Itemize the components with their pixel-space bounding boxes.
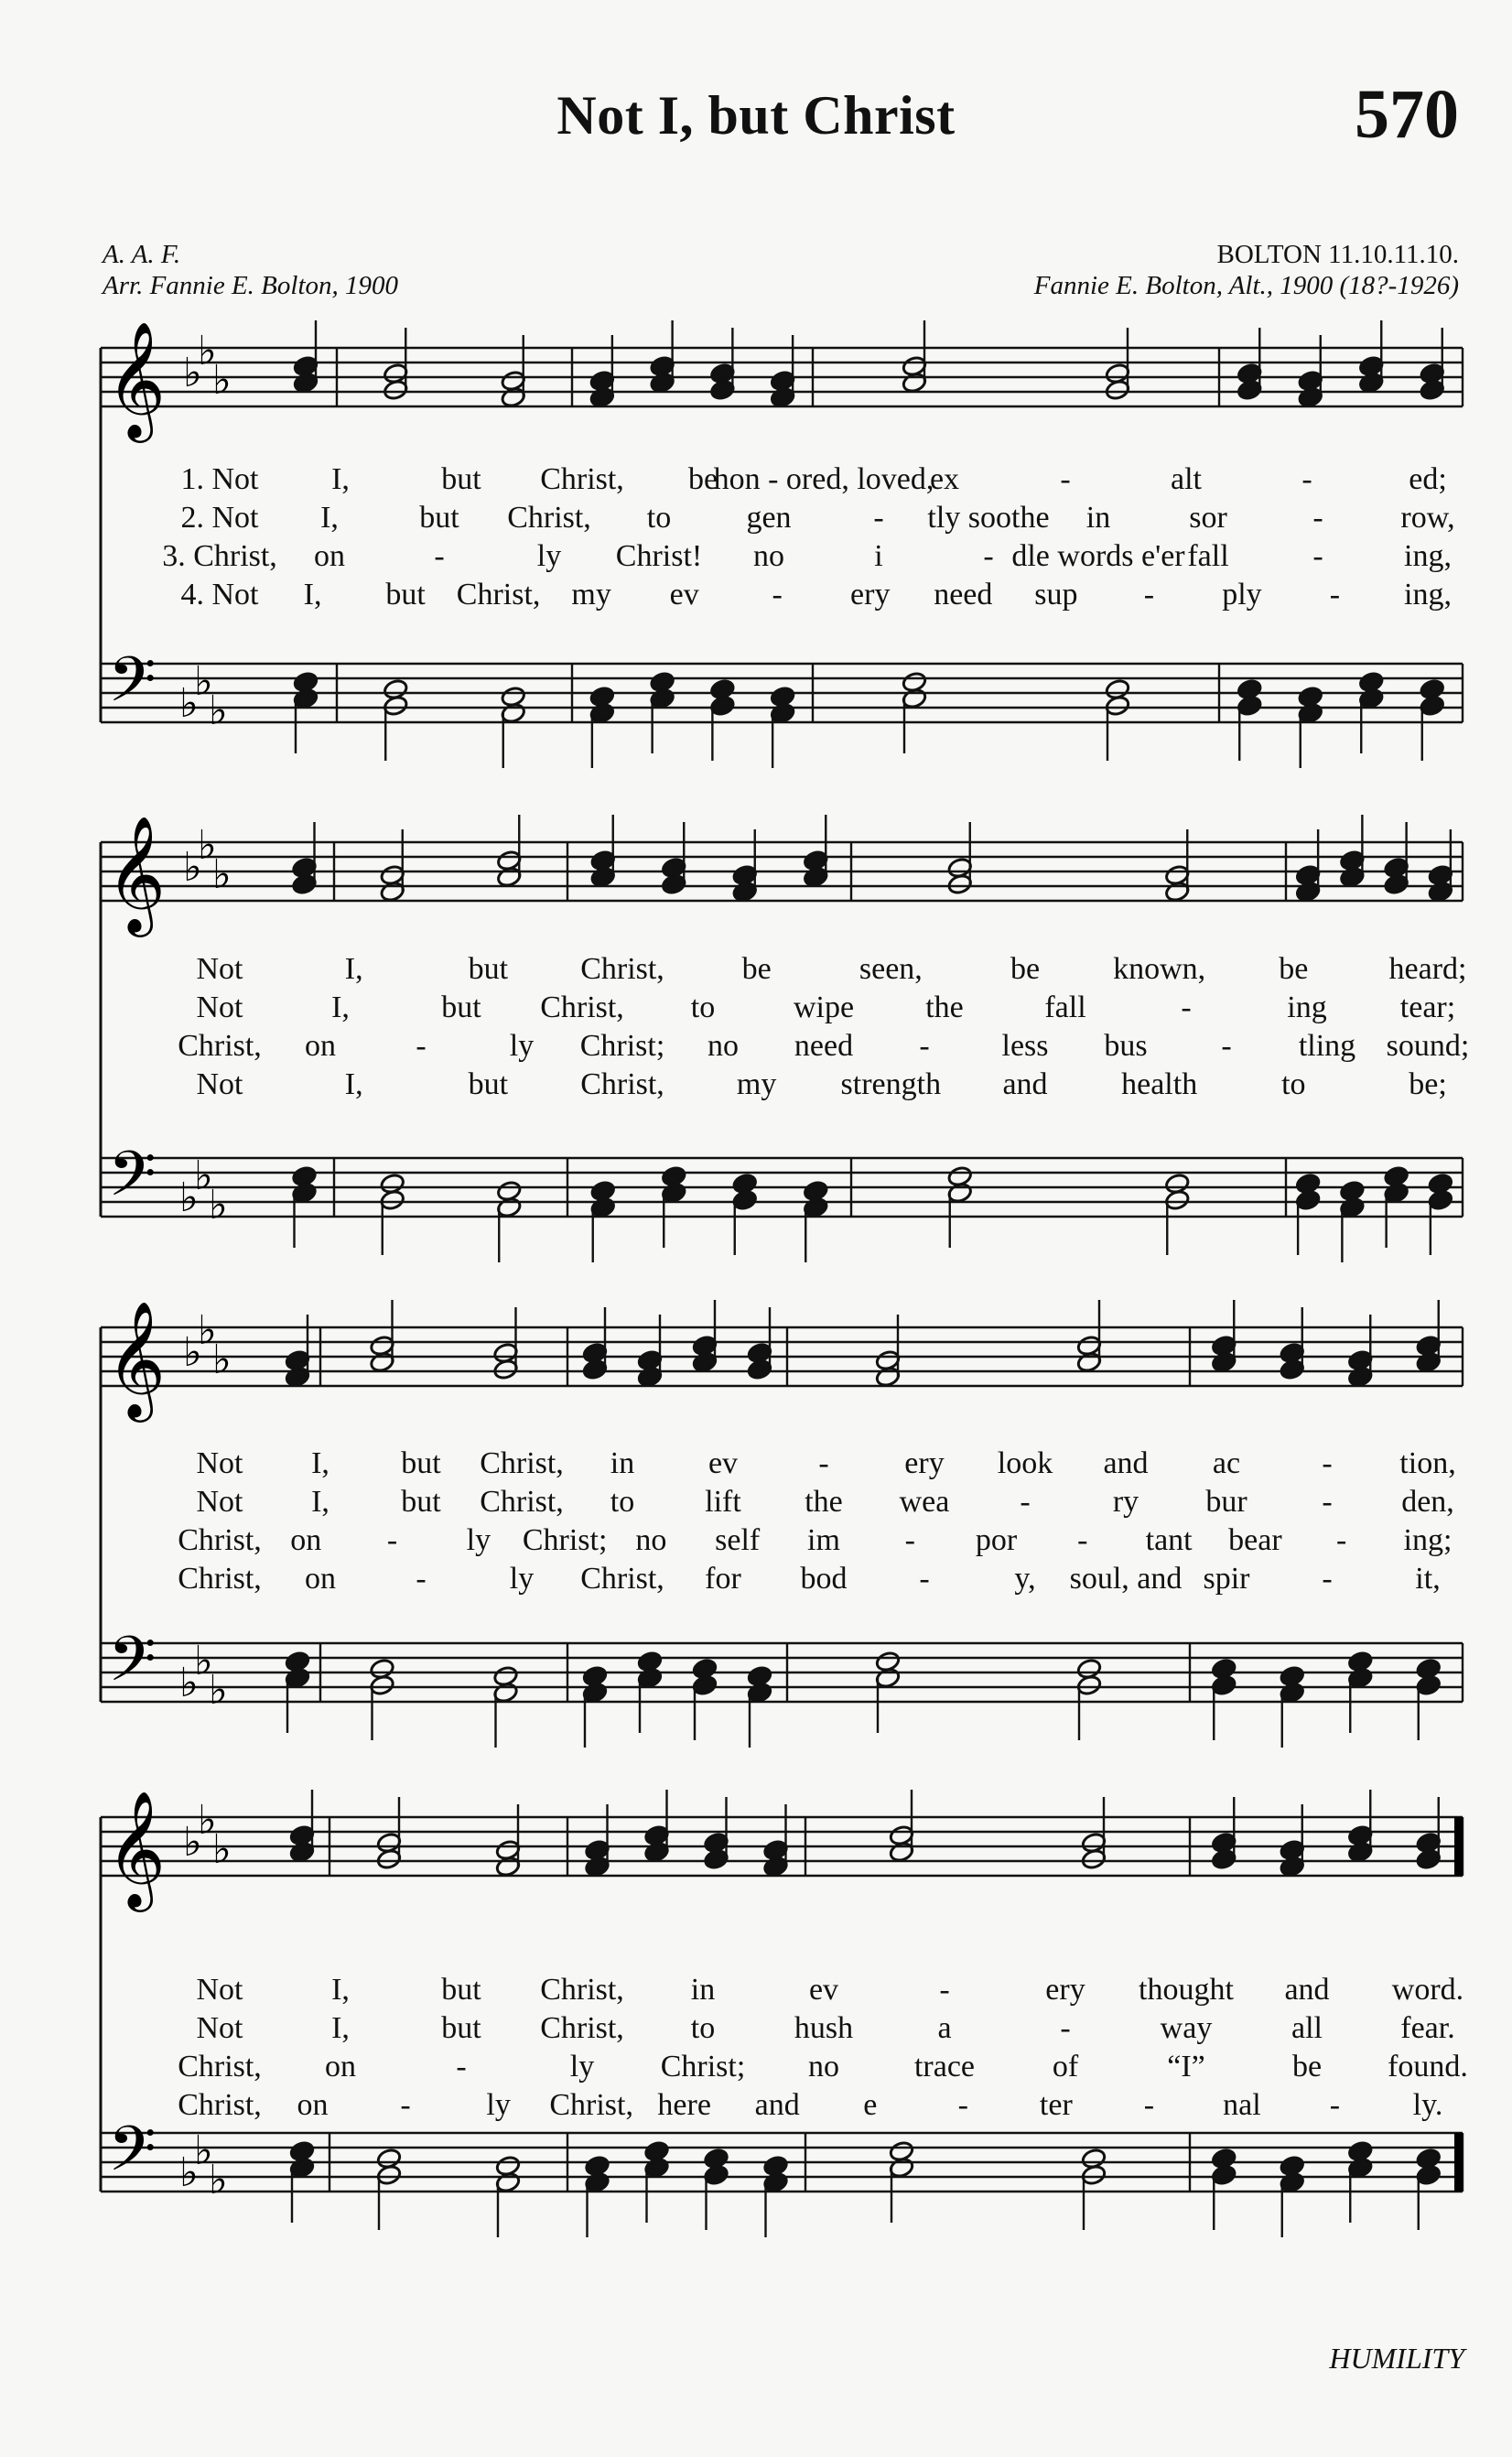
flat-icon: ♭ bbox=[198, 822, 217, 869]
lyric-syllable: - bbox=[1077, 1523, 1088, 1557]
lyric-syllable: in bbox=[610, 1446, 635, 1480]
lyric-syllable: to bbox=[610, 1485, 635, 1519]
lyric-syllable: Christ, bbox=[580, 1562, 664, 1596]
lyric-syllable: Not bbox=[196, 952, 243, 986]
lyric-syllable: on bbox=[314, 539, 345, 573]
lyric-syllable: bus bbox=[1104, 1029, 1148, 1063]
lyric-syllable: Not bbox=[196, 1446, 243, 1480]
author-credit: Fannie E. Bolton, Alt., 1900 (18?-1926) bbox=[1033, 271, 1459, 300]
lyric-syllable: dle words e'er bbox=[1011, 539, 1185, 573]
lyric-syllable: ly bbox=[536, 539, 562, 573]
lyric-syllable: ev bbox=[808, 1973, 839, 2007]
flat-icon: ♭ bbox=[209, 687, 228, 734]
flat-icon: ♭ bbox=[209, 1182, 228, 1228]
lyric-syllable: Not bbox=[196, 1067, 243, 1101]
lyric-syllable: ex bbox=[929, 462, 960, 496]
lyric-syllable: “I” bbox=[1167, 2050, 1205, 2084]
lyric-syllable: ery bbox=[1045, 1973, 1085, 2007]
final-barline bbox=[1454, 1817, 1463, 1876]
lyric-syllable: of bbox=[1052, 2050, 1079, 2084]
lyric-syllable: less bbox=[1001, 1029, 1049, 1063]
hymn-category: HUMILITY bbox=[1329, 2342, 1464, 2375]
lyric-syllable: Not bbox=[196, 990, 243, 1024]
lyric-syllable: ly bbox=[509, 1562, 535, 1596]
lyric-syllable: ac bbox=[1212, 1446, 1241, 1480]
lyric-syllable: be bbox=[687, 462, 718, 496]
lyric-syllable: Christ, bbox=[540, 1973, 624, 2007]
flat-icon: ♭ bbox=[212, 1826, 232, 1873]
lyric-syllable: on bbox=[325, 2050, 356, 2084]
flat-icon: ♭ bbox=[179, 2149, 199, 2196]
words-credit: A. A. F. bbox=[103, 240, 181, 269]
lyric-syllable: ing, bbox=[1404, 539, 1452, 573]
lyric-syllable: I, bbox=[331, 2011, 350, 2045]
lyric-syllable: but bbox=[441, 2011, 481, 2045]
lyric-syllable: be bbox=[1010, 952, 1041, 986]
lyric-syllable: need bbox=[934, 578, 993, 612]
lyric-syllable: - bbox=[434, 539, 445, 573]
lyric-syllable: ing; bbox=[1403, 1523, 1453, 1557]
lyric-syllable: Christ! bbox=[615, 539, 703, 573]
lyric-syllable: Christ; bbox=[660, 2050, 746, 2084]
lyric-syllable: but bbox=[385, 578, 426, 612]
lyric-syllable: - bbox=[1312, 501, 1323, 535]
lyric-syllable: - bbox=[873, 501, 884, 535]
lyric-syllable: here bbox=[657, 2088, 711, 2122]
lyric-syllable: health bbox=[1121, 1067, 1198, 1101]
lyric-syllable: ev bbox=[707, 1446, 739, 1480]
lyric-syllable: in bbox=[690, 1973, 716, 2007]
flat-icon: ♭ bbox=[198, 1797, 217, 1844]
lyric-syllable: gen bbox=[746, 501, 792, 535]
lyric-syllable: ly bbox=[466, 1523, 491, 1557]
lyric-syllable: - bbox=[919, 1029, 930, 1063]
lyric-syllable: Christ, bbox=[178, 2050, 262, 2084]
lyric-syllable: heard; bbox=[1388, 952, 1467, 986]
lyric-syllable: the bbox=[805, 1485, 843, 1519]
lyric-syllable: I, bbox=[303, 578, 322, 612]
lyric-syllable: look bbox=[997, 1446, 1053, 1480]
lyric-syllable: ply bbox=[1222, 578, 1262, 612]
lyric-syllable: my bbox=[736, 1067, 777, 1101]
lyric-syllable: all bbox=[1291, 2011, 1323, 2045]
lyric-syllable: bur bbox=[1205, 1485, 1247, 1519]
lyric-syllable: ed; bbox=[1409, 462, 1447, 496]
lyric-syllable: the bbox=[925, 990, 964, 1024]
lyric-syllable: fall bbox=[1044, 990, 1086, 1024]
lyric-syllable: it, bbox=[1415, 1562, 1441, 1596]
lyric-syllable: Not bbox=[196, 1973, 243, 2007]
lyric-syllable: Christ, bbox=[580, 1067, 664, 1101]
flat-icon: ♭ bbox=[183, 1329, 202, 1376]
lyric-syllable: tear; bbox=[1399, 990, 1456, 1024]
lyric-syllable: lift bbox=[705, 1485, 741, 1519]
lyric-syllable: I, bbox=[331, 462, 350, 496]
lyric-syllable: I, bbox=[320, 501, 339, 535]
lyric-syllable: ly bbox=[509, 1029, 535, 1063]
lyric-syllable: and bbox=[1284, 1973, 1330, 2007]
flat-icon: ♭ bbox=[194, 1638, 213, 1684]
final-barline bbox=[1454, 2133, 1463, 2192]
lyric-syllable: hush bbox=[794, 2011, 854, 2045]
lyric-syllable: be bbox=[1279, 952, 1309, 986]
lyric-syllable: ing, bbox=[1404, 578, 1452, 612]
treble-clef-icon: 𝄞 bbox=[106, 1790, 167, 1907]
lyric-syllable: alt bbox=[1171, 462, 1202, 496]
lyric-syllable: tling bbox=[1298, 1029, 1356, 1063]
lyric-syllable: im bbox=[807, 1523, 840, 1557]
lyric-syllable: bod bbox=[800, 1562, 848, 1596]
lyric-syllable: I, bbox=[311, 1485, 329, 1519]
lyric-syllable: Christ, bbox=[178, 1523, 262, 1557]
lyric-syllable: - bbox=[919, 1562, 930, 1596]
flat-icon: ♭ bbox=[183, 350, 202, 396]
lyric-syllable: - bbox=[1329, 2088, 1341, 2122]
lyric-syllable: Christ, bbox=[549, 2088, 633, 2122]
lyric-syllable: I, bbox=[311, 1446, 329, 1480]
arranger-credit: Arr. Fannie E. Bolton, 1900 bbox=[103, 271, 399, 300]
lyric-syllable: be bbox=[741, 952, 772, 986]
lyric-syllable: Christ, bbox=[480, 1446, 564, 1480]
bass-clef-icon: 𝄢 bbox=[108, 2114, 157, 2201]
lyric-syllable: on bbox=[305, 1029, 336, 1063]
lyric-syllable: fall bbox=[1187, 539, 1229, 573]
lyric-syllable: but bbox=[468, 1067, 509, 1101]
treble-clef-icon: 𝄞 bbox=[106, 1300, 167, 1417]
lyric-syllable: no bbox=[707, 1029, 739, 1063]
flat-icon: ♭ bbox=[198, 328, 217, 374]
music-system bbox=[0, 1790, 1512, 2302]
flat-icon: ♭ bbox=[179, 1660, 199, 1706]
lyric-syllable: Christ; bbox=[522, 1523, 608, 1557]
hymn-title: Not I, but Christ bbox=[556, 85, 956, 146]
lyric-syllable: 1. Not bbox=[180, 462, 259, 496]
lyric-syllable: trace bbox=[913, 2050, 976, 2084]
lyric-syllable: - bbox=[1301, 462, 1312, 496]
lyric-syllable: row, bbox=[1400, 501, 1455, 535]
lyric-syllable: Not bbox=[196, 1485, 243, 1519]
lyric-syllable: - bbox=[1221, 1029, 1232, 1063]
flat-icon: ♭ bbox=[212, 357, 232, 404]
lyric-syllable: but bbox=[419, 501, 459, 535]
lyric-syllable: but bbox=[401, 1446, 441, 1480]
lyric-syllable: - bbox=[1060, 462, 1071, 496]
flat-icon: ♭ bbox=[209, 2157, 228, 2203]
lyric-syllable: - bbox=[416, 1562, 427, 1596]
lyric-syllable: - bbox=[1143, 2088, 1155, 2122]
lyric-syllable: ly. bbox=[1412, 2088, 1443, 2122]
lyric-syllable: but bbox=[441, 462, 481, 496]
lyric-syllable: wea bbox=[899, 1485, 950, 1519]
lyric-syllable: no bbox=[635, 1523, 667, 1557]
lyric-syllable: - bbox=[416, 1029, 427, 1063]
lyric-syllable: ry bbox=[1112, 1485, 1139, 1519]
bass-clef-icon: 𝄢 bbox=[108, 1624, 157, 1711]
flat-icon: ♭ bbox=[183, 844, 202, 891]
lyric-syllable: - bbox=[1322, 1562, 1333, 1596]
lyric-syllable: I, bbox=[344, 952, 363, 986]
treble-clef-icon: 𝄞 bbox=[106, 320, 167, 438]
lyric-syllable: - bbox=[1181, 990, 1192, 1024]
bass-clef-icon: 𝄢 bbox=[108, 1139, 157, 1226]
lyric-syllable: - bbox=[1020, 1485, 1031, 1519]
lyric-syllable: Not bbox=[196, 2011, 243, 2045]
treble-clef-icon: 𝄞 bbox=[106, 815, 167, 932]
lyric-syllable: be; bbox=[1409, 1067, 1447, 1101]
lyric-syllable: - bbox=[939, 1973, 950, 2007]
lyric-syllable: strength bbox=[840, 1067, 942, 1101]
lyric-syllable: Christ, bbox=[178, 1562, 262, 1596]
lyric-syllable: Christ, bbox=[580, 952, 664, 986]
lyric-syllable: to bbox=[1281, 1067, 1306, 1101]
lyric-syllable: tion, bbox=[1399, 1446, 1456, 1480]
bass-clef-icon: 𝄢 bbox=[108, 644, 157, 731]
lyric-syllable: y, bbox=[1014, 1562, 1036, 1596]
lyric-syllable: Christ, bbox=[540, 990, 624, 1024]
flat-icon: ♭ bbox=[212, 851, 232, 898]
lyric-syllable: but bbox=[441, 1973, 481, 2007]
lyric-syllable: self bbox=[715, 1523, 761, 1557]
lyric-syllable: seen, bbox=[859, 952, 923, 986]
lyric-syllable: i bbox=[874, 539, 883, 573]
lyric-syllable: but bbox=[401, 1485, 441, 1519]
lyric-syllable: I, bbox=[331, 990, 350, 1024]
lyric-syllable: e bbox=[863, 2088, 878, 2122]
lyric-syllable: ery bbox=[904, 1446, 945, 1480]
lyric-syllable: Christ, bbox=[540, 2011, 624, 2045]
lyric-syllable: ter bbox=[1039, 2088, 1073, 2122]
flat-icon: ♭ bbox=[194, 658, 213, 705]
lyric-syllable: I, bbox=[344, 1067, 363, 1101]
lyric-syllable: hon - ored, loved, bbox=[713, 462, 934, 496]
lyric-syllable: Christ, bbox=[507, 501, 591, 535]
lyric-syllable: and bbox=[1002, 1067, 1048, 1101]
lyric-syllable: - bbox=[818, 1446, 829, 1480]
lyric-syllable: - bbox=[456, 2050, 467, 2084]
flat-icon: ♭ bbox=[194, 1153, 213, 1199]
lyric-syllable: but bbox=[468, 952, 509, 986]
lyric-syllable: 2. Not bbox=[180, 501, 259, 535]
flat-icon: ♭ bbox=[209, 1667, 228, 1714]
lyric-syllable: to bbox=[646, 501, 672, 535]
lyric-syllable: ly bbox=[486, 2088, 511, 2122]
lyric-syllable: tly soothe bbox=[927, 501, 1050, 535]
lyric-syllable: found. bbox=[1388, 2050, 1468, 2084]
lyric-syllable: sound; bbox=[1386, 1029, 1470, 1063]
lyric-syllable: on bbox=[297, 2088, 329, 2122]
lyric-syllable: - bbox=[1329, 578, 1341, 612]
lyric-syllable: Christ, bbox=[178, 1029, 262, 1063]
lyric-syllable: Christ, bbox=[456, 578, 541, 612]
lyric-syllable: to bbox=[690, 990, 716, 1024]
lyric-syllable: - bbox=[1336, 1523, 1347, 1557]
lyric-syllable: Christ; bbox=[579, 1029, 665, 1063]
hymn-number: 570 bbox=[1355, 76, 1459, 153]
lyric-syllable: sup bbox=[1034, 578, 1078, 612]
lyric-syllable: - bbox=[1060, 2011, 1071, 2045]
lyric-syllable: - bbox=[904, 1523, 915, 1557]
flat-icon: ♭ bbox=[179, 680, 199, 727]
lyric-syllable: den, bbox=[1401, 1485, 1454, 1519]
lyric-syllable: bear bbox=[1228, 1523, 1282, 1557]
lyric-syllable: sor bbox=[1189, 501, 1227, 535]
lyric-syllable: no bbox=[753, 539, 784, 573]
lyric-syllable: but bbox=[441, 990, 481, 1024]
lyric-syllable: - bbox=[772, 578, 783, 612]
lyric-syllable: Christ, bbox=[540, 462, 624, 496]
flat-icon: ♭ bbox=[179, 1174, 199, 1221]
lyric-syllable: for bbox=[705, 1562, 741, 1596]
lyric-syllable: be bbox=[1291, 2050, 1323, 2084]
lyric-syllable: - bbox=[1312, 539, 1323, 573]
lyric-syllable: I, bbox=[331, 1973, 350, 2007]
lyric-syllable: - bbox=[1143, 578, 1155, 612]
lyric-syllable: soul, and bbox=[1069, 1562, 1183, 1596]
lyric-syllable: ing bbox=[1287, 990, 1327, 1024]
lyric-syllable: ev bbox=[669, 578, 699, 612]
lyric-syllable: - bbox=[400, 2088, 411, 2122]
lyric-syllable: spir bbox=[1203, 1562, 1250, 1596]
lyric-syllable: 4. Not bbox=[180, 578, 259, 612]
lyric-syllable: 3. Christ, bbox=[162, 539, 277, 573]
lyric-syllable: need bbox=[794, 1029, 854, 1063]
lyric-syllable: fear. bbox=[1400, 2011, 1455, 2045]
lyric-syllable: - bbox=[957, 2088, 968, 2122]
lyric-syllable: - bbox=[1322, 1446, 1333, 1480]
flat-icon: ♭ bbox=[183, 1819, 202, 1866]
flat-icon: ♭ bbox=[198, 1307, 217, 1354]
lyric-syllable: thought bbox=[1139, 1973, 1234, 2007]
tune-name: BOLTON 11.10.11.10. bbox=[1216, 240, 1459, 269]
lyric-syllable: in bbox=[1085, 501, 1111, 535]
lyric-syllable: ery bbox=[850, 578, 891, 612]
lyric-syllable: Christ, bbox=[480, 1485, 564, 1519]
lyric-syllable: - bbox=[983, 539, 994, 573]
lyric-syllable: - bbox=[1322, 1485, 1333, 1519]
flat-icon: ♭ bbox=[194, 2127, 213, 2174]
lyric-syllable: nal bbox=[1223, 2088, 1261, 2122]
lyric-syllable: por bbox=[975, 1523, 1018, 1557]
lyric-syllable: known, bbox=[1113, 952, 1206, 986]
lyric-syllable: on bbox=[305, 1562, 336, 1596]
lyric-syllable: and bbox=[1103, 1446, 1149, 1480]
lyric-syllable: wipe bbox=[793, 990, 855, 1024]
lyric-syllable: my bbox=[571, 578, 611, 612]
lyric-syllable: tant bbox=[1145, 1523, 1193, 1557]
lyric-syllable: ly bbox=[569, 2050, 595, 2084]
lyric-syllable: and bbox=[754, 2088, 800, 2122]
lyric-syllable: - bbox=[386, 1523, 398, 1557]
lyric-syllable: Christ, bbox=[178, 2088, 262, 2122]
lyric-syllable: to bbox=[690, 2011, 716, 2045]
music-system bbox=[0, 320, 1512, 833]
lyric-syllable: word. bbox=[1391, 1973, 1464, 2007]
lyric-syllable: on bbox=[290, 1523, 322, 1557]
lyric-syllable: a bbox=[937, 2011, 952, 2045]
flat-icon: ♭ bbox=[212, 1337, 232, 1383]
lyric-syllable: no bbox=[808, 2050, 839, 2084]
lyric-syllable: way bbox=[1160, 2011, 1213, 2045]
